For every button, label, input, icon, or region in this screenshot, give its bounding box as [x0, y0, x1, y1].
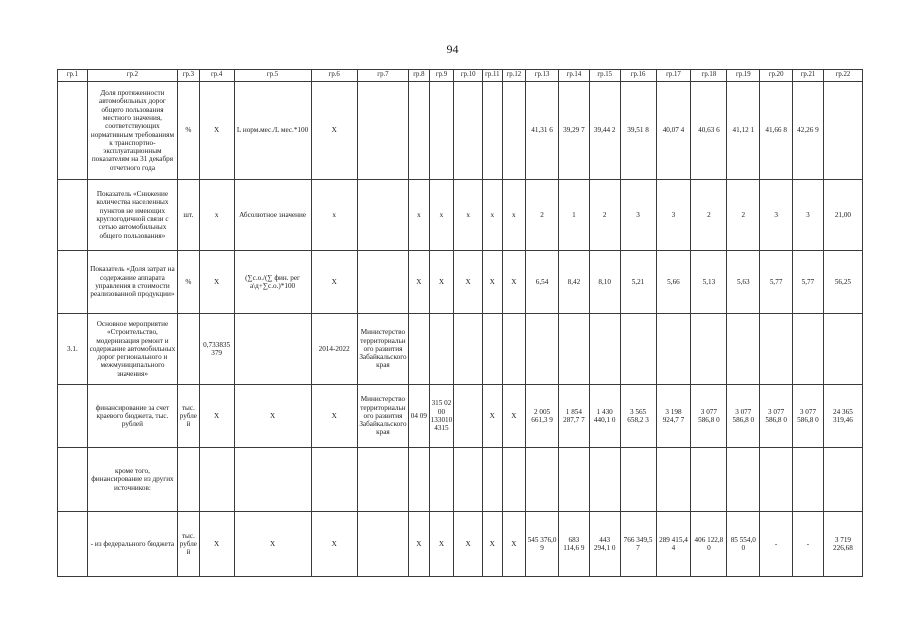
table-cell: финансирование за счет краевого бюджета, тыс. рублей — [87, 385, 177, 448]
table-cell: 2 005 661,3 9 — [526, 385, 559, 448]
header-cell: гр.16 — [620, 70, 656, 82]
header-cell: гр.19 — [727, 70, 760, 82]
table-cell — [691, 448, 727, 512]
table-cell — [357, 251, 408, 314]
table-cell — [558, 314, 589, 385]
table-cell — [502, 448, 526, 512]
table-cell: Х — [409, 512, 430, 577]
table-cell: Х — [429, 512, 454, 577]
table-cell — [526, 448, 559, 512]
table-cell: Х — [234, 512, 311, 577]
table-cell — [429, 82, 454, 180]
table-cell — [357, 512, 408, 577]
table-cell — [823, 314, 862, 385]
table-cell — [620, 314, 656, 385]
table-cell: 56,25 — [823, 251, 862, 314]
table-cell: х — [483, 180, 503, 251]
table-cell: 545 376,0 9 — [526, 512, 559, 577]
table-cell: 3 — [620, 180, 656, 251]
table-cell — [454, 314, 483, 385]
table-cell: Х — [199, 512, 234, 577]
table-cell: 3 198 924,7 7 — [656, 385, 691, 448]
table-cell — [429, 448, 454, 512]
table-cell: х — [502, 180, 526, 251]
table-cell: Х — [454, 251, 483, 314]
table-cell: 289 415,4 4 — [656, 512, 691, 577]
table-cell — [454, 385, 483, 448]
table-cell — [409, 82, 430, 180]
table-cell: Доля протяженности автомобильных дорог общего пользования местного значения, соответствующих нормативным требованиям к транспортно-эксплуатационным показателям на 31 декабря отчетного года — [87, 82, 177, 180]
table-cell: Х — [483, 512, 503, 577]
table-cell: 5,77 — [760, 251, 793, 314]
table-cell: L норм.мес./L мес.*100 — [234, 82, 311, 180]
table-cell: Х — [234, 385, 311, 448]
table-cell — [656, 448, 691, 512]
table-cell: 5,21 — [620, 251, 656, 314]
header-cell: гр.18 — [691, 70, 727, 82]
table-cell: 2014-2022 — [311, 314, 357, 385]
header-cell: гр.2 — [87, 70, 177, 82]
header-cell: гр.12 — [502, 70, 526, 82]
table-row — [58, 180, 863, 251]
table-cell: 24 365 319,46 — [823, 385, 862, 448]
table-cell — [58, 82, 88, 180]
table-cell — [727, 448, 760, 512]
table-cell: Х — [311, 82, 357, 180]
table-cell: Х — [199, 82, 234, 180]
table-cell: Х — [483, 385, 503, 448]
table-cell — [620, 448, 656, 512]
table-cell: тыс. рублей — [178, 512, 200, 577]
header-cell: гр.8 — [409, 70, 430, 82]
table-cell — [793, 314, 824, 385]
table-cell: 2 — [526, 180, 559, 251]
table-cell: 3 077 586,8 0 — [691, 385, 727, 448]
table-cell: тыс. рублей — [178, 385, 200, 448]
table-cell — [454, 82, 483, 180]
table-cell — [727, 314, 760, 385]
table-cell: % — [178, 251, 200, 314]
table-cell: 3 — [793, 180, 824, 251]
table-cell: 5,63 — [727, 251, 760, 314]
table-cell — [691, 314, 727, 385]
table-cell — [409, 448, 430, 512]
table-cell: Показатель «Снижение количества населенных пунктов не имеющих круглогодичной связи с сетью автомобильных общего пользования» — [87, 180, 177, 251]
table-cell: 3 077 586,8 0 — [760, 385, 793, 448]
header-cell: гр.21 — [793, 70, 824, 82]
header-cell: гр.22 — [823, 70, 862, 82]
table-cell — [429, 314, 454, 385]
table-row — [58, 385, 863, 448]
table-cell: Х — [199, 385, 234, 448]
table-cell: 5,13 — [691, 251, 727, 314]
table-cell — [234, 448, 311, 512]
table-cell: х — [311, 180, 357, 251]
table-cell — [558, 448, 589, 512]
table-cell: Х — [483, 251, 503, 314]
table-cell: 2 — [691, 180, 727, 251]
table-cell: - из федерального бюджета — [87, 512, 177, 577]
header-cell: гр.4 — [199, 70, 234, 82]
table-cell: Х — [199, 251, 234, 314]
table-cell: х — [409, 180, 430, 251]
table-row — [58, 82, 863, 180]
table-cell: 0,733835 379 — [199, 314, 234, 385]
table-cell: - — [793, 512, 824, 577]
table-cell — [409, 314, 430, 385]
table-cell: 2 — [589, 180, 620, 251]
table-cell: 5,77 — [793, 251, 824, 314]
table-cell — [823, 448, 862, 512]
header-cell: гр.6 — [311, 70, 357, 82]
table-cell: 40,07 4 — [656, 82, 691, 180]
table-cell: кроме того, финансирование из других источников: — [87, 448, 177, 512]
table-cell — [58, 448, 88, 512]
table-cell — [178, 448, 200, 512]
header-cell: гр.9 — [429, 70, 454, 82]
table-cell: 85 554,0 0 — [727, 512, 760, 577]
header-cell: гр.20 — [760, 70, 793, 82]
table-cell — [199, 448, 234, 512]
table-cell — [823, 82, 862, 180]
table-row — [58, 448, 863, 512]
table-cell — [502, 314, 526, 385]
header-cell: гр.10 — [454, 70, 483, 82]
table-cell — [454, 448, 483, 512]
table-cell: Министерство территориального развития Забайкальского края — [357, 385, 408, 448]
table-cell: Х — [502, 385, 526, 448]
table-cell: 3 719 226,68 — [823, 512, 862, 577]
table-row — [58, 251, 863, 314]
table-cell — [357, 82, 408, 180]
table-cell: 1 854 287,7 7 — [558, 385, 589, 448]
table-cell — [656, 314, 691, 385]
table-cell — [58, 512, 88, 577]
table-cell: 1 — [558, 180, 589, 251]
table-cell — [58, 180, 88, 251]
table-cell: 8,10 — [589, 251, 620, 314]
table-cell — [589, 314, 620, 385]
table-cell: Х — [311, 251, 357, 314]
table-cell: Показатель «Доля затрат на содержание аппарата управления в стоимости реализованной продукции» — [87, 251, 177, 314]
table-cell: Х — [311, 385, 357, 448]
table-cell — [178, 314, 200, 385]
table-cell: 41,12 1 — [727, 82, 760, 180]
table-cell: шт. — [178, 180, 200, 251]
table-cell — [589, 448, 620, 512]
table-cell: 40,63 6 — [691, 82, 727, 180]
table-cell — [311, 448, 357, 512]
table-cell: х — [199, 180, 234, 251]
table-cell: 3 — [760, 180, 793, 251]
table-cell: 39,51 8 — [620, 82, 656, 180]
table-cell: Абсолютное значение — [234, 180, 311, 251]
table-cell: 3 077 586,8 0 — [727, 385, 760, 448]
table-cell — [357, 448, 408, 512]
table-cell: 5,66 — [656, 251, 691, 314]
table-cell — [760, 448, 793, 512]
header-cell: гр.11 — [483, 70, 503, 82]
table-row — [58, 512, 863, 577]
table-cell: Х — [311, 512, 357, 577]
table-cell — [483, 448, 503, 512]
table-cell — [58, 251, 88, 314]
header-cell: гр.3 — [178, 70, 200, 82]
table-cell: 41,31 6 — [526, 82, 559, 180]
table-cell — [793, 448, 824, 512]
page-number: 94 — [446, 42, 459, 56]
table-cell: 6,54 — [526, 251, 559, 314]
table-cell: 42,26 9 — [793, 82, 824, 180]
table-cell: 21,00 — [823, 180, 862, 251]
table-cell: 3 — [656, 180, 691, 251]
table-cell: 2 — [727, 180, 760, 251]
table-cell: Х — [429, 251, 454, 314]
table-cell: 8,42 — [558, 251, 589, 314]
table-cell: 04 09 — [409, 385, 430, 448]
header-cell: гр.13 — [526, 70, 559, 82]
indicator-table — [57, 69, 863, 577]
table-cell: 683 114,6 9 — [558, 512, 589, 577]
header-row — [58, 70, 863, 82]
table-cell — [357, 180, 408, 251]
header-cell: гр.17 — [656, 70, 691, 82]
table-cell: х — [454, 180, 483, 251]
table-cell: 3.1. — [58, 314, 88, 385]
table-cell: Х — [454, 512, 483, 577]
table-cell: 39,44 2 — [589, 82, 620, 180]
table-cell: Основное мероприятие «Строительство, модернизация ремонт и содержание автомобильных дорог регионального и межмуниципального значения» — [87, 314, 177, 385]
table-cell: Х — [409, 251, 430, 314]
table-cell — [483, 82, 503, 180]
table-cell — [58, 385, 88, 448]
table-row — [58, 314, 863, 385]
table-cell: 41,66 8 — [760, 82, 793, 180]
header-cell: гр.7 — [357, 70, 408, 82]
table-cell: - — [760, 512, 793, 577]
table-cell: 406 122,8 0 — [691, 512, 727, 577]
table-cell: Х — [502, 512, 526, 577]
table-cell: 315 02 00 133010 4315 — [429, 385, 454, 448]
table-cell: % — [178, 82, 200, 180]
header-cell: гр.1 — [58, 70, 88, 82]
table-cell: Министерство территориального развития Забайкальского края — [357, 314, 408, 385]
table-cell — [502, 82, 526, 180]
table-cell: 3 565 658,2 3 — [620, 385, 656, 448]
table-cell: Х — [502, 251, 526, 314]
table-cell — [526, 314, 559, 385]
table-cell: (∑с.о./(∑ фин. рег а\д+∑с.о.)*100 — [234, 251, 311, 314]
table-cell: 443 294,1 0 — [589, 512, 620, 577]
table-cell — [760, 314, 793, 385]
table-cell: 1 430 440,1 0 — [589, 385, 620, 448]
header-cell: гр.14 — [558, 70, 589, 82]
header-cell: гр.15 — [589, 70, 620, 82]
table-cell — [234, 314, 311, 385]
table-cell: 39,29 7 — [558, 82, 589, 180]
table-cell — [483, 314, 503, 385]
table-cell: 766 349,5 7 — [620, 512, 656, 577]
table-cell: х — [429, 180, 454, 251]
table-cell: 3 077 586,8 0 — [793, 385, 824, 448]
header-cell: гр.5 — [234, 70, 311, 82]
